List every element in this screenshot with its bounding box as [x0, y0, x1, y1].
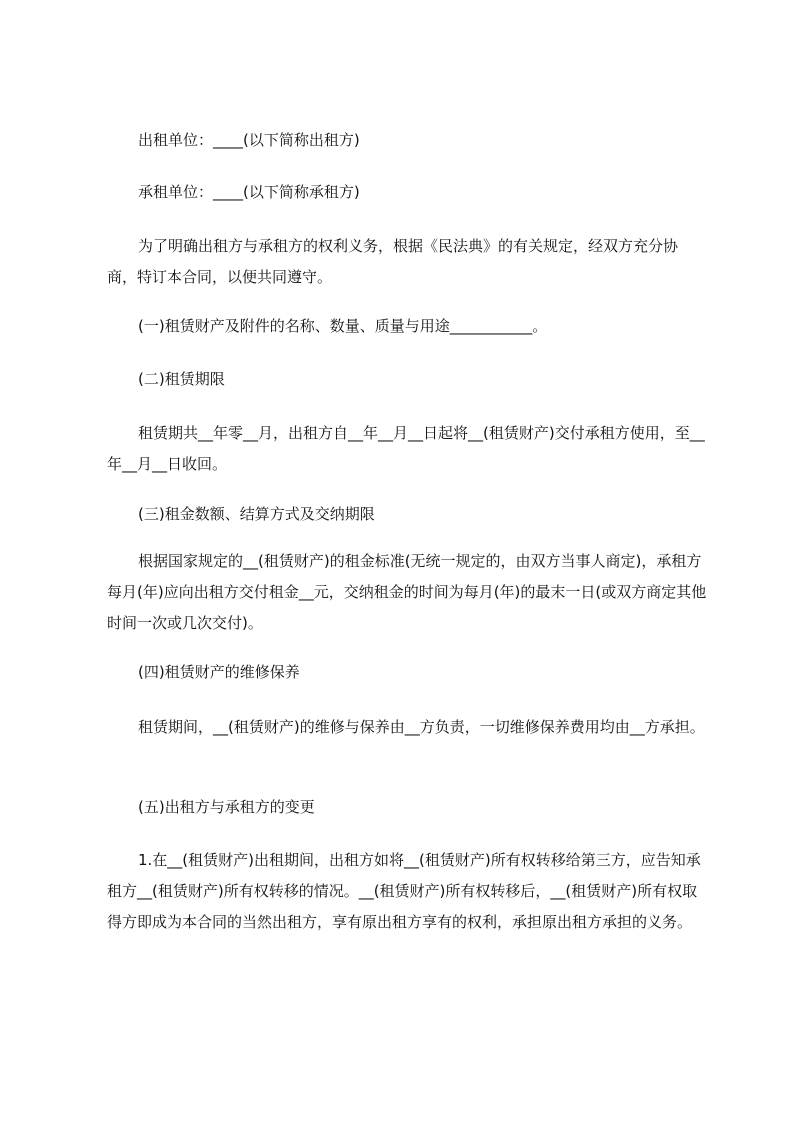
maintenance-paragraph: 租赁期间，__(租赁财产)的维修与保养由__方负责，一切维修保养费用均由__方承担。	[138, 718, 705, 736]
lease-term-paragraph: 租赁期共__年零__月，出租方自__年__月__日起将__(租赁财产)交付承租方使用，至__年__月__日收回。	[107, 424, 705, 473]
lessee-line: 承租单位：____(以下简称承租方)	[138, 183, 360, 201]
section-4-heading: (四)租赁财产的维修保养	[138, 663, 300, 681]
section-3-heading: (三)租金数额、结算方式及交纳期限	[138, 505, 375, 523]
preamble-paragraph: 为了明确出租方与承租方的权利义务，根据《民法典》的有关规定，经双方充分协商，特订本合同，以便共同遵守。	[107, 237, 679, 286]
section-5-heading: (五)出租方与承租方的变更	[138, 798, 315, 816]
lessor-line: 出租单位：____(以下简称出租方)	[138, 131, 360, 149]
section-2-heading: (二)租赁期限	[138, 370, 225, 388]
transfer-paragraph: 1.在__(租赁财产)出租期间，出租方如将__(租赁财产)所有权转移给第三方，应告知承租方__(租赁财产)所有权转移的情况。__(租赁财产)所有权转移后，__(租赁财产)所有权取得方即成为本合同的当然出租方，享有原出租方享有的权利，承担原出租方承担的义务。	[107, 851, 701, 931]
section-1-heading: (一)租赁财产及附件的名称、数量、质量与用途___________。	[138, 317, 548, 335]
rent-paragraph: 根据国家规定的__(租赁财产)的租金标准(无统一规定的，由双方当事人商定)，承租方每月(年)应向出租方交付租金__元，交纳租金的时间为每月(年)的最末一日(或双方商定其他时间一次或几次交付)。	[107, 552, 707, 632]
